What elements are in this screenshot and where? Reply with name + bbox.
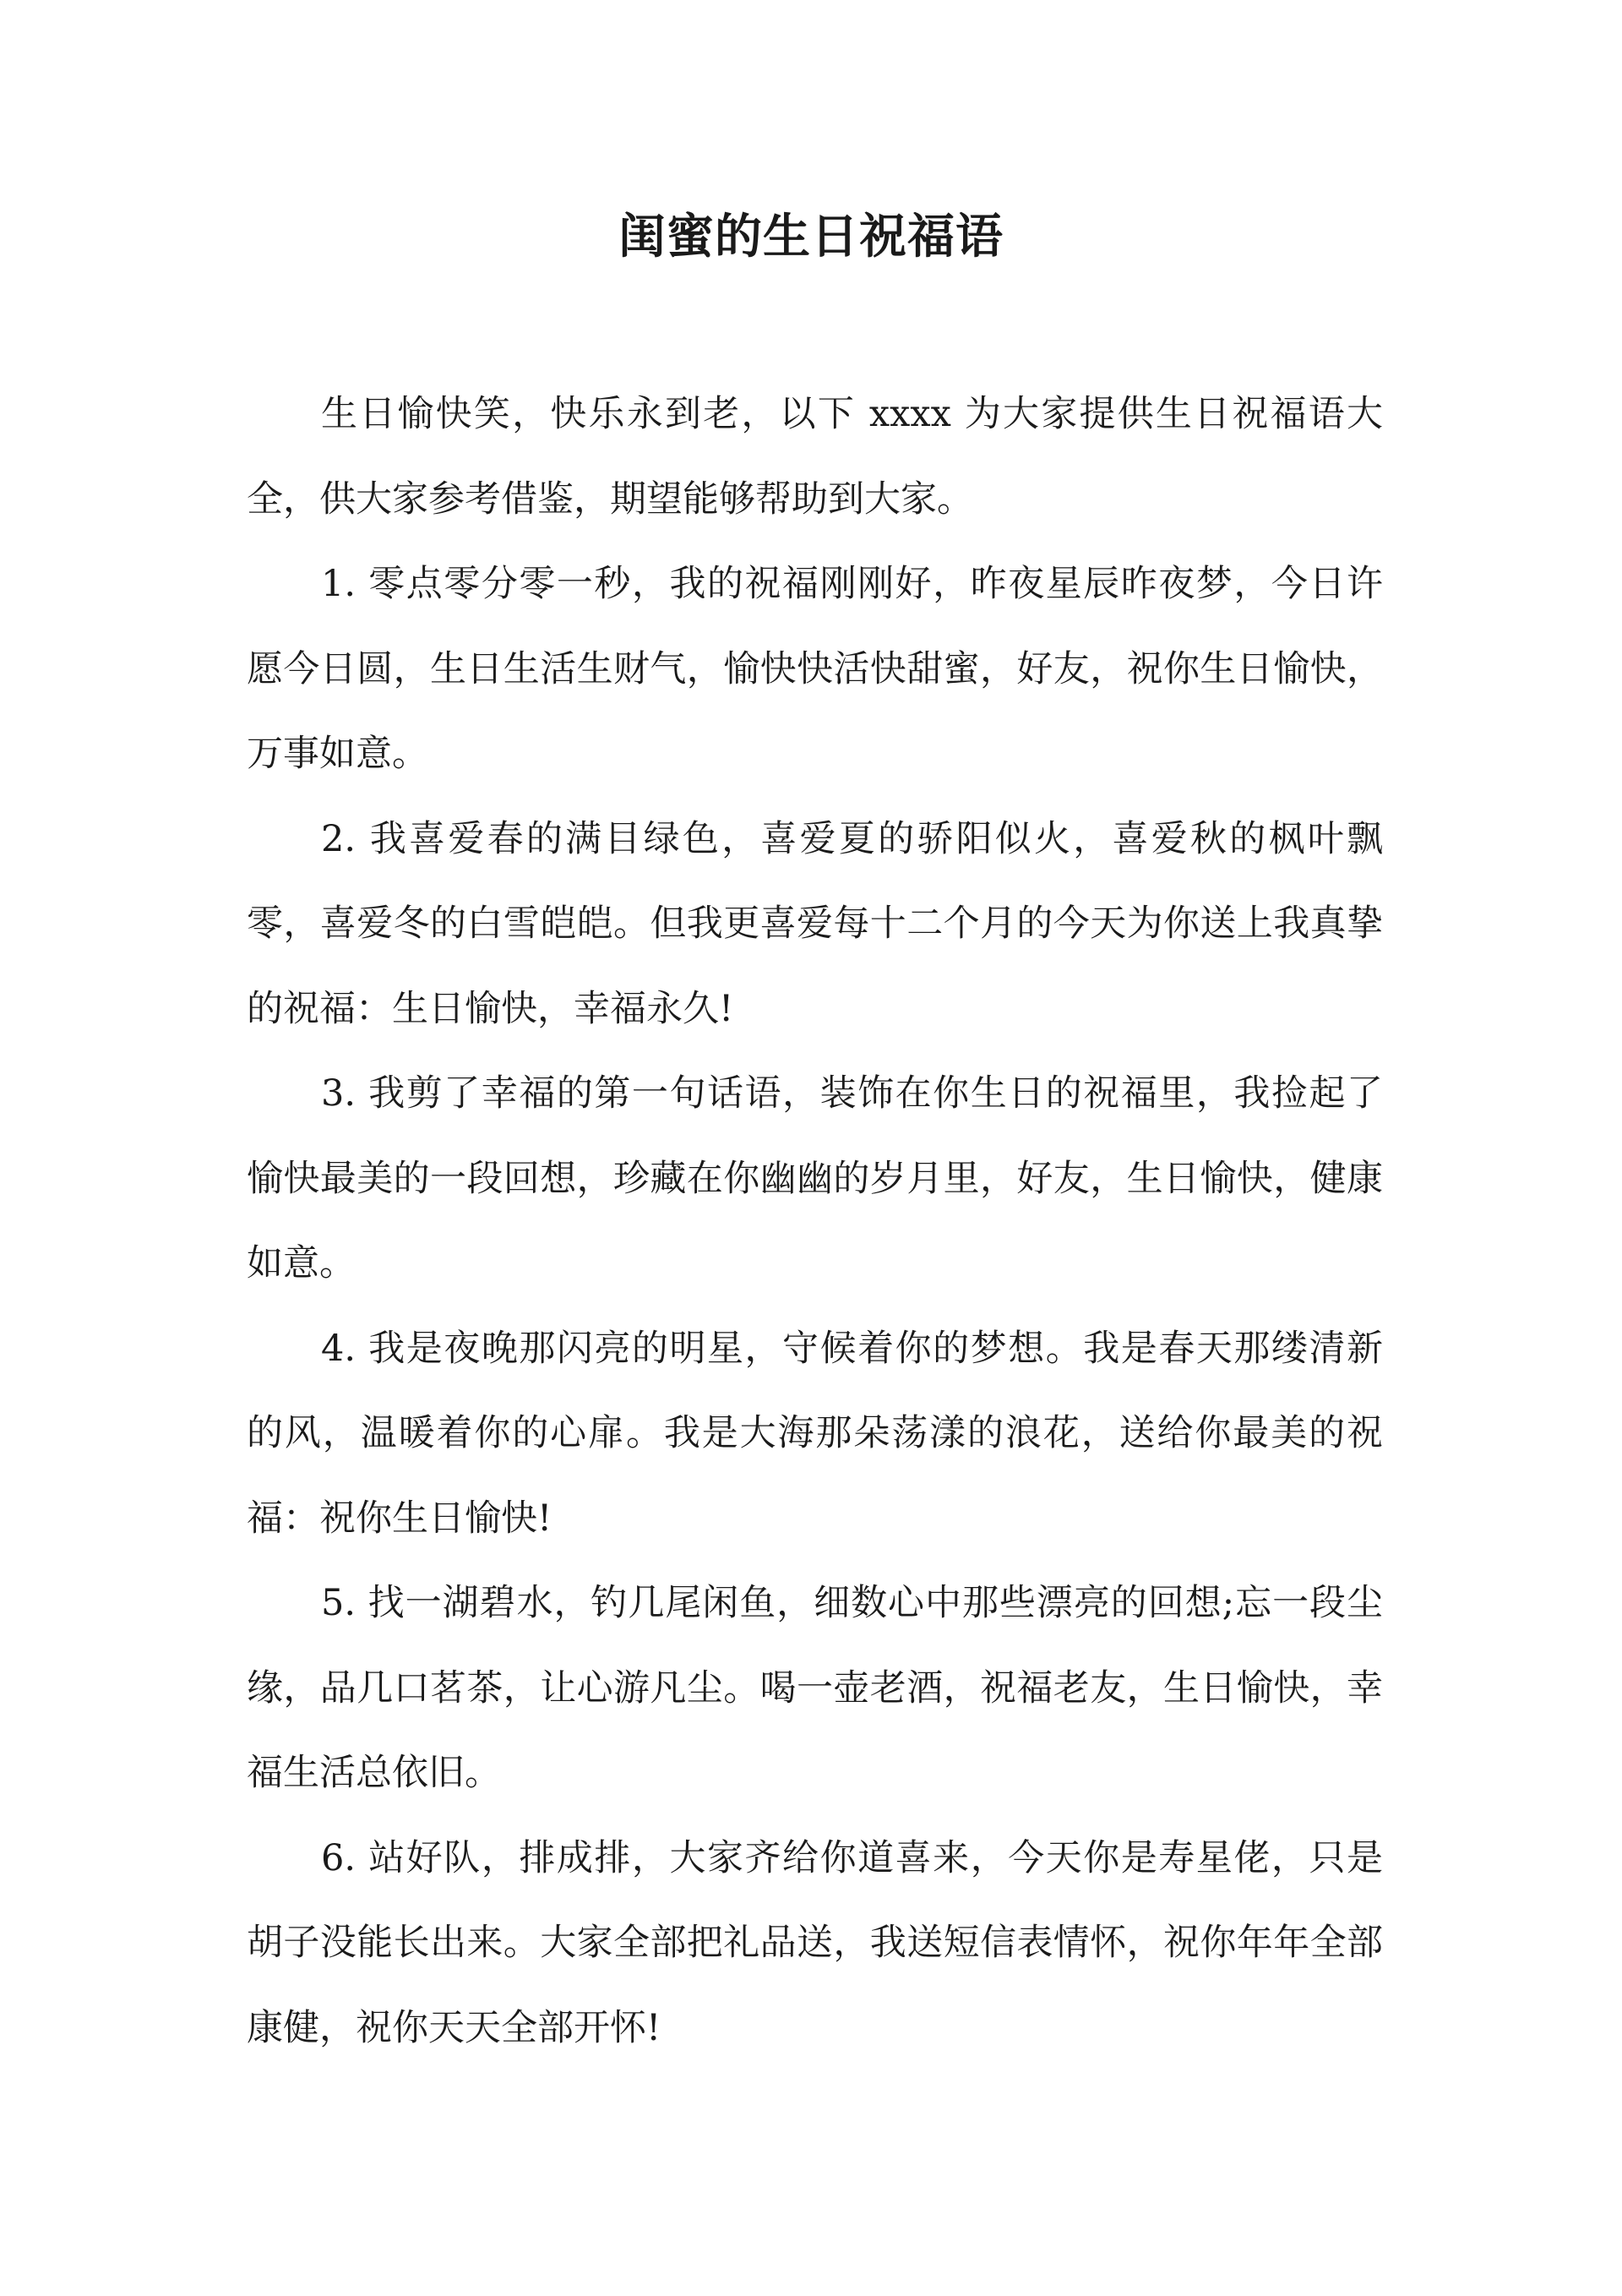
wish-paragraph-5: 5. 找一湖碧水，钓几尾闲鱼，细数心中那些漂亮的回想;忘一段尘缘，品几口茗茶，让心游凡尘。喝一壶老酒，祝福老友，生日愉快，幸福生活总依旧。: [247, 1582, 1383, 1794]
wish-paragraph-2: 2. 我喜爱春的满目绿色，喜爱夏的骄阳似火，喜爱秋的枫叶飘零，喜爱冬的白雪皑皑。但我更喜爱每十二个月的今天为你送上我真挚的祝福：生日愉快，幸福永久!: [247, 817, 1383, 1030]
document-title: 闺蜜的生日祝福语: [618, 209, 1004, 265]
wish-paragraph-3: 3. 我剪了幸福的第一句话语，装饰在你生日的祝福里，我捡起了愉快最美的一段回想，珍藏在你幽幽的岁月里，好友，生日愉快，健康如意。: [247, 1072, 1383, 1284]
document-body: [247, 372, 1383, 2070]
wish-paragraph-6: 6. 站好队，排成排，大家齐给你道喜来，今天你是寿星佬，只是胡子没能长出来。大家全部把礼品送，我送短信表情怀，祝你年年全部康健，祝你天天全部开怀!: [247, 1836, 1383, 2049]
wish-paragraph-4: 4. 我是夜晚那闪亮的明星，守候着你的梦想。我是春天那缕清新的风，温暖着你的心扉。我是大海那朵荡漾的浪花，送给你最美的祝福：祝你生日愉快!: [247, 1327, 1383, 1540]
intro-paragraph: 生日愉快笑，快乐永到老，以下 xxxx 为大家提供生日祝福语大全，供大家参考借鉴，期望能够帮助到大家。: [247, 393, 1383, 521]
wish-paragraph-1: 1. 零点零分零一秒，我的祝福刚刚好，昨夜星辰昨夜梦，今日许愿今日圆，生日生活生财气，愉快快活快甜蜜，好友，祝你生日愉快，万事如意。: [247, 563, 1383, 775]
